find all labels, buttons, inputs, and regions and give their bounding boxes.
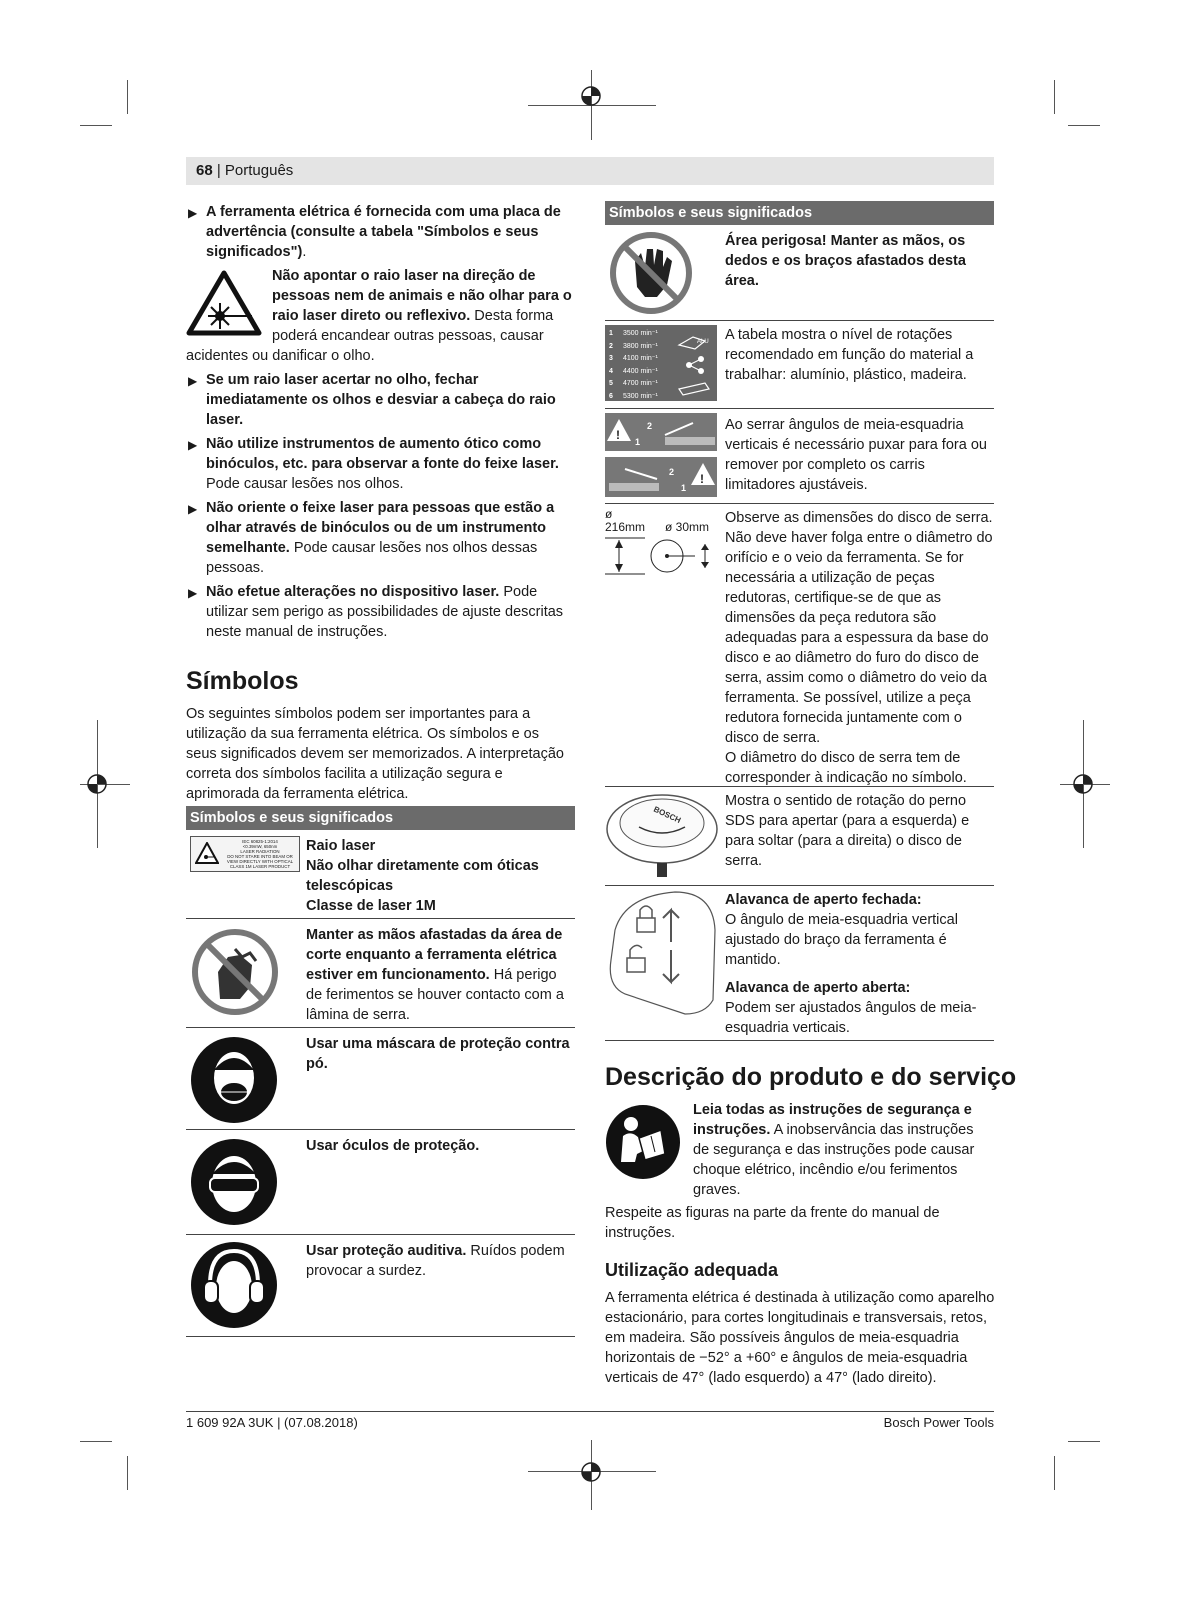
read-instructions-bold: Leia todas as instruções de segurança e instruções.: [693, 1102, 972, 1138]
simbolos-intro: Os seguintes símbolos podem ser importantes para a utilização da sua ferramenta elétrica. Os símbolos e os seus significados devem ser memorizados. A interpretação correta dos símbolos facilita a utilização segura e aprimorada da ferramenta elétrica.: [186, 706, 564, 802]
blade-inner-diameter: ø 30mm: [665, 520, 710, 534]
bullet-item: [186, 202, 576, 262]
crop-mark: [1054, 80, 1055, 114]
svg-text:!: !: [700, 472, 704, 486]
speed-row: [609, 366, 675, 379]
speed-row: [609, 391, 675, 404]
crop-mark: [1054, 1456, 1055, 1490]
symbol-description: [306, 1241, 571, 1281]
bullet-bold: Se um raio laser acertar no olho, fechar imediatamente os olhos e desviar a cabeça do raio laser.: [206, 372, 556, 428]
svg-text:!: !: [616, 428, 620, 442]
symbol-description: [306, 925, 571, 1025]
symbol-table-right: [605, 201, 994, 1041]
symbol-row-speed-table: [605, 321, 994, 409]
safety-goggles-icon: [190, 1138, 278, 1226]
svg-text:2: 2: [669, 467, 675, 477]
speed-value: 3800 min⁻¹: [623, 342, 658, 350]
symbol-description: Ao serrar ângulos de meia-esquadria verticais é necessário puxar para fora ou remover por completo os carris limitadores ajustáveis.: [725, 417, 987, 493]
lever-open-title: Alavanca de aperto aberta:: [725, 980, 911, 996]
page-number: 68: [196, 162, 213, 179]
blade-diagram: [605, 536, 715, 576]
bullet-item: [186, 498, 576, 578]
ear-protection-icon: [190, 1241, 278, 1329]
table-header: Símbolos e seus significados: [605, 201, 994, 225]
speed-table-icon: [605, 325, 717, 401]
bullet-text: Pode utilizar sem perigo as possibilidades de ajuste descritas neste manual de instruções.: [206, 584, 564, 640]
symbol-row-danger-area: [605, 225, 994, 321]
symbol-description: Usar óculos de proteção.: [306, 1138, 480, 1154]
figures-note: Respeite as figuras na parte da frente do manual de instruções.: [605, 1205, 940, 1241]
svg-text:2: 2: [647, 421, 653, 431]
svg-text:1: 1: [681, 483, 687, 493]
blade-phi: ø: [605, 507, 613, 521]
symbol-description: Área perigosa! Manter as mãos, os dedos e os braços afastados desta área.: [725, 233, 966, 289]
dust-mask-icon: [190, 1036, 278, 1124]
laser-warning-block: [186, 266, 576, 366]
section-title-utilizacao: Utilização adequada: [605, 1260, 779, 1280]
read-instructions-normal: A inobservância das instruções de segurança e das instruções pode causar choque elétrico, incêndio e/ou ferimentos graves.: [693, 1122, 975, 1198]
read-instructions-text: [693, 1100, 993, 1200]
no-hand-icon: [607, 231, 695, 315]
blade-outer-diameter: 216mm: [605, 520, 646, 534]
bullet-item: [186, 370, 576, 430]
symbol-text: Há perigo de ferimentos se houver contacto com a lâmina de serra.: [306, 967, 564, 1023]
registration-mark-icon: [1072, 773, 1094, 795]
clamping-lever-icon: [605, 890, 719, 1018]
material-icons: [675, 329, 715, 399]
label-line: DO NOT STARE INTO BEAM OR: [227, 854, 293, 859]
symbol-row-hands: [186, 919, 575, 1028]
symbol-description: Observe as dimensões do disco de serra. Não deve haver folga entre o diâmetro do orifício e o veio da ferramenta. Se for necessária a utilização de peças redutoras, certifique-se de que as dimensões da peça redutora são adequadas para a espessura da base do disco e ao diâmetro do furo do disco de serra, assim como o diâmetro do veio da ferramenta. Se possível, utilize a peça redutora fornecida juntamente com o disco de serra. O diâmetro do disco de serra tem de corresponder à indicação no símbolo.: [725, 510, 993, 786]
speed-level: 3: [609, 355, 613, 362]
bullet-list: [186, 370, 576, 642]
symbol-row-blade-dimensions: [605, 504, 994, 787]
sds-flange-icon: [605, 789, 719, 881]
alu-label: ALU: [697, 339, 709, 345]
bullet-bold: Não efetue alterações no dispositivo laser.: [206, 584, 500, 600]
bullet-bold: Não utilize instrumentos de aumento ótico como binóculos, etc. para observar a fonte do feixe laser.: [206, 436, 559, 472]
registration-mark-icon: [580, 85, 602, 107]
speed-level: 6: [609, 392, 613, 400]
symbol-bold: Usar proteção auditiva.: [306, 1243, 467, 1259]
lever-open-text: Podem ser ajustados ângulos de meia-esquadria verticais.: [725, 1000, 977, 1036]
left-column: [186, 202, 576, 646]
section-title-simbolos: Símbolos: [186, 667, 299, 695]
page-header: [186, 157, 994, 185]
no-hands-blade-icon: [190, 927, 280, 1017]
symbol-row-laser: [186, 830, 575, 919]
symbol-row-miter-rails: [605, 409, 994, 504]
footer-left: 1 609 92A 3UK | (07.08.2018): [186, 1415, 358, 1430]
symbol-description: A tabela mostra o nível de rotações recomendado em função do material a trabalhar: alumínio, plástico, madeira.: [725, 327, 974, 383]
crop-mark: [127, 80, 128, 114]
bullet-bold: Não oriente o feixe laser para pessoas que estão a olhar através de binóculos ou de um instrumento semelhante.: [206, 500, 555, 556]
registration-mark-icon: [580, 1461, 602, 1483]
bullet-triangle-icon: ▶: [188, 438, 198, 452]
speed-row: [609, 378, 675, 391]
speed-row: [609, 341, 675, 354]
speed-value: 4100 min⁻¹: [623, 355, 658, 362]
speed-row: [609, 353, 675, 366]
label-line: LASER RADIATION: [240, 849, 280, 854]
footer-rule: [186, 1411, 994, 1412]
symbol-row-sds: [605, 787, 994, 886]
symbol-table-left: [186, 806, 575, 1337]
bullet-triangle-icon: ▶: [188, 374, 198, 388]
symbol-description: [725, 890, 990, 1038]
speed-value: 3500 min⁻¹: [623, 330, 658, 337]
speed-level: 1: [609, 330, 613, 337]
speed-row: [609, 328, 675, 341]
laser-label-icon: [190, 836, 300, 872]
page-header-text: 68 | Português: [196, 162, 294, 179]
footer-right: Bosch Power Tools: [883, 1415, 994, 1430]
symbol-description: Mostra o sentido de rotação do perno SDS para apertar (para a esquerda) e para soltar (para a direita) o disco de serra.: [725, 793, 970, 869]
crop-mark: [80, 1441, 112, 1442]
speed-level: 2: [609, 342, 613, 350]
symbol-row-goggles: [186, 1130, 575, 1235]
bullet-item: [186, 434, 576, 494]
bullet-triangle-icon: ▶: [188, 586, 198, 600]
laser-warning-text: Desta forma poderá encandear outras pessoas, causar acidentes ou danificar o olho.: [186, 308, 554, 364]
read-manual-icon: [605, 1104, 681, 1180]
symbol-bold: Manter as mãos afastadas da área de corte enquanto a ferramenta elétrica estiver em funcionamento.: [306, 927, 563, 983]
crop-mark: [127, 1456, 128, 1490]
bullet-text: .: [302, 244, 307, 260]
header-language: Português: [224, 162, 294, 179]
bullet-triangle-icon: ▶: [188, 502, 198, 516]
svg-text:1: 1: [635, 437, 641, 447]
blade-dimension-icon: [605, 508, 719, 578]
label-line: CLASS 1M LASER PRODUCT: [229, 864, 291, 869]
laser-warning-icon: [186, 270, 262, 336]
symbol-description: Raio laser Não olhar diretamente com óticas telescópicas Classe de laser 1M: [306, 838, 539, 914]
speed-level: 5: [609, 380, 613, 387]
bullet-item: [186, 582, 576, 642]
crop-mark: [1068, 125, 1100, 126]
laser-warning-icon: [195, 842, 219, 864]
symbol-row-dust-mask: [186, 1028, 575, 1130]
speed-value: 4700 min⁻¹: [623, 380, 658, 387]
bullet-text: Pode causar lesões nos olhos.: [206, 476, 404, 492]
symbol-description: Usar uma máscara de proteção contra pó.: [306, 1036, 570, 1072]
crop-mark: [1068, 1441, 1100, 1442]
bullet-bold: A ferramenta elétrica é fornecida com uma placa de advertência (consulte a tabela "Símbolos e seus significados"): [206, 204, 561, 260]
bullet-text: Pode causar lesões nos olhos dessas pessoas.: [206, 540, 538, 576]
crop-mark: [80, 125, 112, 126]
label-line: VIEW DIRECTLY WITH OPTICAL: [226, 859, 294, 864]
laser-warning-bold: Não apontar o raio laser na direção de pessoas nem de animais e não olhar para o raio laser direto ou reflexivo.: [272, 268, 572, 324]
speed-value: 4400 min⁻¹: [623, 367, 658, 375]
lever-closed-text: O ângulo de meia-esquadria vertical ajustado do braço da ferramenta é mantido.: [725, 912, 958, 968]
table-header: Símbolos e seus significados: [186, 806, 575, 830]
symbol-row-ear-protection: [186, 1235, 575, 1337]
symbol-text: Ruídos podem provocar a surdez.: [306, 1243, 565, 1279]
miter-rail-icons: [605, 413, 719, 497]
utilizacao-text: A ferramenta elétrica é destinada à utilização como aparelho estacionário, para cortes longitudinais e transversais, retos, em madeira. São possíveis ângulos de meia-esquadria horizontais de −52° a +60° e ângulos de meia-esquadria verticais de 47° (lado esquerdo) a 47° (lado direito).: [605, 1290, 995, 1386]
label-line: <0.39mW, 650nm: [242, 844, 278, 849]
lever-closed-title: Alavanca de aperto fechada:: [725, 892, 922, 908]
registration-mark-icon: [86, 773, 108, 795]
speed-level: 4: [609, 367, 613, 375]
speed-value: 5300 min⁻¹: [623, 392, 658, 400]
bosch-label: BOSCH: [652, 804, 683, 826]
label-line: IEC 60825-1:2014: [242, 839, 278, 844]
bullet-triangle-icon: ▶: [188, 206, 198, 220]
symbol-row-clamping-lever: [605, 886, 994, 1041]
section-title-descricao: Descrição do produto e do serviço: [605, 1063, 1017, 1091]
